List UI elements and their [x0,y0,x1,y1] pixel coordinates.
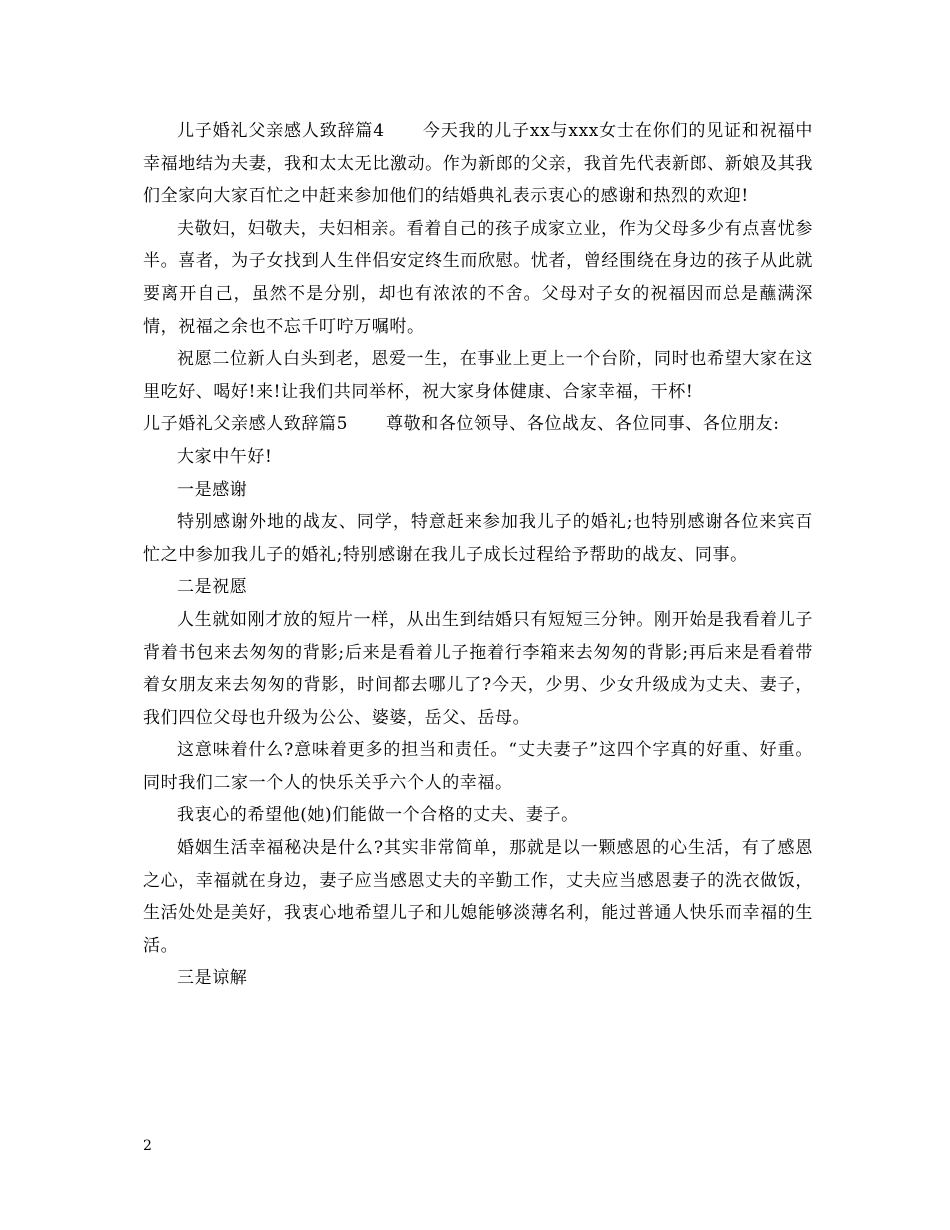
section-heading-5: 儿子婚礼父亲感人致辞篇5 [143,414,349,435]
paragraph-11: 我衷心的希望他(她)们能做一个合格的丈夫、妻子。 [177,805,579,826]
page-number: 2 [143,1138,152,1154]
paragraph-8: 二是祝愿 [177,577,248,598]
paragraph-9: 人生就如刚才放的短片一样，从出生到结婚只有短短三分钟。刚开始是我看着儿子背着书包来去匆匆的背影;后来是看着儿子拖着行李箱来去匆匆的背影;再后来是看着带着女朋友来去匆匆的背影，时间都去哪儿了?今天，少男、少女升级成为丈夫、妻子，我们四位父母也升级为公公、婆婆，岳父、岳母。 [143,609,813,728]
paragraph-13: 三是谅解 [177,968,248,989]
paragraph-10: 这意味着什么?意味着更多的担当和责任。“丈夫妻子”这四个字真的好重、好重。同时我们二家一个人的快乐关乎六个人的幸福。 [143,740,813,793]
paragraph-12: 婚姻生活幸福秘决是什么?其实非常简单，那就是以一颗感恩的心生活，有了感恩之心，幸福就在身边，妻子应当感恩丈夫的辛勤工作，丈夫应当感恩妻子的洗衣做饭，生活处处是美好，我衷心地希望儿子和儿媳能够淡薄名利，能过普通人快乐而幸福的生活。 [143,838,813,956]
paragraph-2: 夫敬妇，妇敬夫，夫妇相亲。看着自己的孩子成家立业，作为父母多少有点喜忧参半。喜者，为子女找到人生伴侣安定终生而欣慰。忧者，曾经围绕在身边的孩子从此就要离开自己，虽然不是分别，却也有浓浓的不舍。父母对子女的祝福因而总是蘸满深情，祝福之余也不忘千叮咛万嘱咐。 [143,218,813,337]
paragraph-3: 祝愿二位新人白头到老，恩爱一生，在事业上更上一个台阶，同时也希望大家在这里吃好、喝好!来!让我们共同举杯，祝大家身体健康、合家幸福，干杯! [143,349,813,402]
paragraph-text: 尊敬和各位领导、各位战友、各位同事、各位朋友: [386,414,780,435]
paragraph-1 [143,115,813,213]
paragraph-7: 特别感谢外地的战友、同学，特意赶来参加我儿子的婚礼;也特别感谢各位来宾百忙之中参加我儿子的婚礼;特别感谢在我儿子成长过程给予帮助的战友、同事。 [143,512,813,565]
paragraph-5: 大家中午好! [177,446,273,467]
document-body [143,115,813,995]
paragraph-text: 今天我的儿子xx与xxx女士在你们的见证和祝福中幸福地结为夫妻，我和太太无比激动。作为新郎的父亲，我首先代表新郎、新娘及其我们全家向大家百忙之中赶来参加他们的结婚典礼表示衷心的感谢和热烈的欢迎! [143,121,814,207]
section-heading-4: 儿子婚礼父亲感人致辞篇4 [177,121,385,141]
paragraph-6: 一是感谢 [177,479,248,500]
paragraph-4 [143,408,813,441]
